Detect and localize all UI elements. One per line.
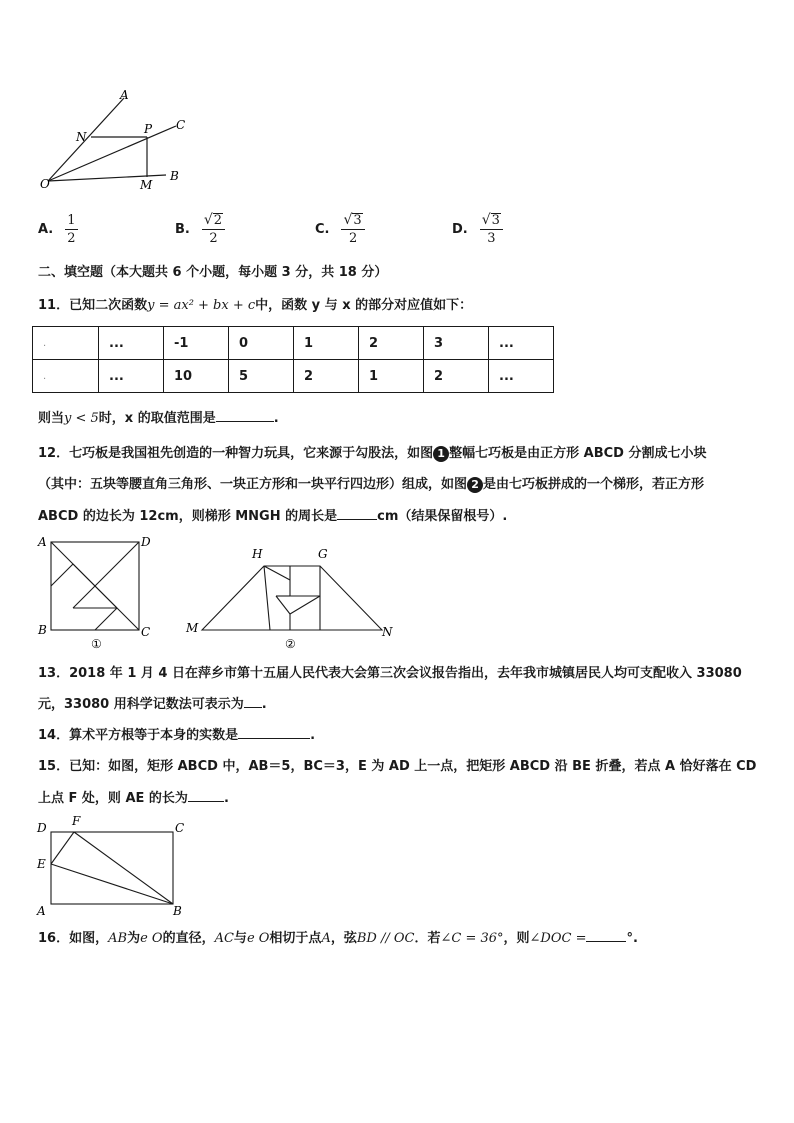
- math: A: [321, 931, 331, 946]
- question-number: 13．: [38, 666, 70, 681]
- question-number: 16．: [38, 931, 70, 946]
- label-G: G: [318, 547, 328, 561]
- section-title: 二、填空题（本大题共 6 个小题，每小题 3 分，共 18 分）: [38, 265, 388, 280]
- question-number: 12．: [38, 446, 70, 461]
- table-cell: ...: [99, 327, 164, 360]
- table-cell: 2: [359, 327, 424, 360]
- period: .: [223, 791, 229, 806]
- label-N: N: [382, 625, 393, 639]
- question-16: [38, 928, 638, 949]
- table-row: [33, 360, 554, 393]
- figure-caption: ①: [91, 637, 102, 650]
- table-cell: .: [33, 360, 99, 393]
- question-text: 相切于点: [269, 931, 322, 946]
- answer-blank[interactable]: [244, 694, 262, 708]
- question-text: 中，函数 y 与 x 的部分对应值如下：: [255, 298, 473, 313]
- label-F: F: [72, 814, 81, 828]
- question-text: 则当: [38, 411, 65, 426]
- fraction: [65, 212, 77, 247]
- question-text: ．若: [414, 931, 441, 946]
- question-text: 算术平方根等于本身的实数是: [69, 728, 239, 743]
- label-B: B: [170, 169, 179, 183]
- numerator: 1: [67, 213, 76, 228]
- question-text: 时，x 的取值范围是: [98, 411, 216, 426]
- period: .: [261, 697, 267, 712]
- table-cell: .: [33, 327, 99, 360]
- question-12-line-3: [38, 506, 507, 527]
- label-B: B: [173, 904, 182, 918]
- answer-blank[interactable]: [337, 506, 377, 520]
- label-D: D: [141, 535, 151, 549]
- question-text: ，则: [503, 931, 530, 946]
- label-A: A: [120, 88, 129, 102]
- value-table: [32, 326, 554, 393]
- math: ∠DOC =: [529, 931, 587, 946]
- numerator: √ 3: [341, 212, 364, 230]
- question-number: 14．: [38, 728, 70, 743]
- label-D: D: [37, 821, 47, 835]
- table-cell: 5: [229, 360, 294, 393]
- label-A: A: [37, 904, 46, 918]
- question-number: 15．: [38, 759, 70, 774]
- figure-caption: ②: [285, 637, 296, 651]
- table-row: [33, 327, 554, 360]
- question-text: 2018 年 1 月 4 日在萍乡市第十五届人民代表大会第三次会议报告指出，去年我市城镇居民人均可支配收入 33080: [69, 666, 742, 681]
- question-13-line-2: [38, 694, 267, 715]
- question-text: 七巧板是我国祖先创造的一种智力玩具，它来源于勾股法，如图: [69, 446, 434, 461]
- label-C: C: [175, 821, 185, 835]
- question-13-line-1: [38, 664, 742, 684]
- question-text: （其中：五块等腰直角三角形、一块正方形和一块平行四边形）组成，如图: [38, 477, 468, 492]
- table-cell: 0: [229, 327, 294, 360]
- denominator: 3: [487, 231, 496, 246]
- radicand: 2: [213, 213, 223, 228]
- question-number: 11．: [38, 298, 70, 313]
- choice-a: [38, 212, 78, 247]
- choice-letter: A.: [38, 222, 54, 237]
- answer-blank[interactable]: [238, 725, 310, 739]
- math: e O: [140, 931, 163, 946]
- math: ∠C = 36°: [440, 931, 504, 946]
- angle-figure: [36, 86, 196, 196]
- question-text: 如图，: [69, 931, 109, 946]
- table-cell: 3: [424, 327, 489, 360]
- table-cell: ...: [489, 360, 554, 393]
- question-text: °.: [626, 931, 638, 946]
- label-O: O: [40, 177, 50, 191]
- table-cell: 10: [164, 360, 229, 393]
- question-text: 是由七巧板拼成的一个梯形，若正方形: [483, 477, 705, 492]
- table-cell: -1: [164, 327, 229, 360]
- math: e O: [246, 931, 270, 946]
- answer-blank[interactable]: [586, 928, 626, 942]
- choice-d: [452, 212, 503, 247]
- fraction: [341, 212, 364, 247]
- answer-blank[interactable]: [188, 788, 224, 802]
- question-text: 已知二次函数: [69, 298, 148, 313]
- label-A: A: [38, 535, 47, 549]
- period: .: [310, 728, 316, 743]
- formula: y = ax² + bx + c: [147, 298, 256, 313]
- rectangle-fold-figure: [34, 812, 194, 920]
- label-M: M: [140, 178, 153, 192]
- table-cell: ...: [99, 360, 164, 393]
- table-cell: 2: [424, 360, 489, 393]
- question-text: 元，33080 用科学记数法可表示为: [38, 697, 244, 712]
- question-text: 已知：如图，矩形 ABCD 中，AB＝5，BC＝3，E 为 AD 上一点，把矩形 ABCD 沿 BE 折叠，若点 A 恰好落在 CD: [69, 759, 757, 774]
- label-M: M: [186, 621, 199, 635]
- question-text: 为: [127, 931, 141, 946]
- choice-letter: B.: [175, 222, 190, 237]
- circled-number: 1: [433, 446, 449, 462]
- question-text: ABCD 的边长为 12cm，则梯形 MNGH 的周长是: [38, 509, 338, 524]
- question-15-line-2: [38, 788, 229, 809]
- fraction: [480, 212, 503, 247]
- math: AC: [214, 931, 234, 946]
- numerator: √ 2: [202, 212, 225, 230]
- choice-b: [175, 212, 225, 247]
- question-12-line-1: [38, 444, 706, 464]
- table-cell: 1: [294, 327, 359, 360]
- label-C: C: [141, 625, 151, 639]
- question-15-line-1: [38, 757, 756, 777]
- denominator: 2: [67, 231, 76, 246]
- choice-letter: C.: [315, 222, 330, 237]
- question-11-followup: [38, 408, 279, 429]
- answer-blank[interactable]: [216, 408, 274, 422]
- question-14: [38, 725, 315, 746]
- question-text: 上点 F 处，则 AE 的长为: [38, 791, 188, 806]
- numerator: √ 3: [480, 212, 503, 230]
- label-N: N: [76, 130, 87, 144]
- question-text: 的直径，: [162, 931, 215, 946]
- table-cell: ...: [489, 327, 554, 360]
- question-12-line-2: [38, 475, 704, 495]
- fraction: [202, 212, 225, 247]
- question-text: 与: [233, 931, 247, 946]
- label-B: B: [38, 623, 47, 637]
- question-text: ，弦: [330, 931, 357, 946]
- denominator: 2: [348, 231, 358, 246]
- math: AB: [108, 931, 128, 946]
- tangram-trapezoid-figure: [180, 544, 400, 652]
- choice-c: [315, 212, 365, 247]
- tangram-square-figure: [36, 532, 156, 650]
- radicand: 3: [353, 213, 362, 228]
- circled-number: 2: [467, 477, 483, 493]
- label-P: P: [144, 122, 153, 136]
- math: BD // OC: [356, 931, 415, 946]
- table-cell: 1: [359, 360, 424, 393]
- radicand: 3: [491, 213, 500, 228]
- table-cell: 2: [294, 360, 359, 393]
- choice-letter: D.: [452, 222, 468, 237]
- question-text: cm（结果保留根号）.: [377, 509, 508, 524]
- question-11: [38, 296, 472, 316]
- label-E: E: [37, 857, 46, 871]
- denominator: 2: [209, 231, 218, 246]
- label-C: C: [176, 118, 186, 132]
- period: .: [273, 411, 279, 426]
- question-text: 整幅七巧板是由正方形 ABCD 分割成七小块: [449, 446, 707, 461]
- formula: y < 5: [64, 411, 99, 426]
- label-H: H: [252, 547, 263, 561]
